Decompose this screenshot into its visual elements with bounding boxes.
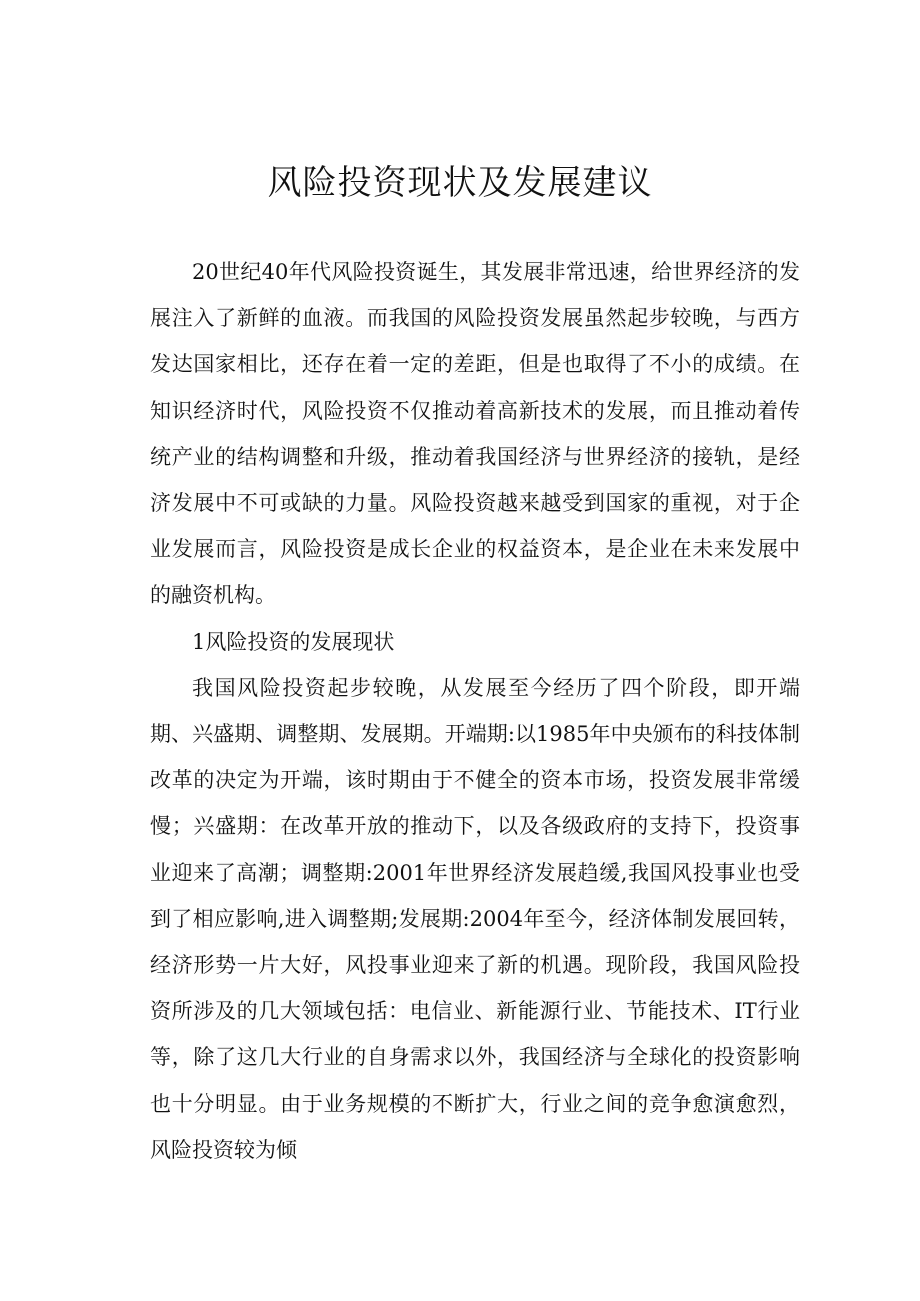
document-body [150, 249, 800, 1173]
intro-paragraph: 20世纪40年代风险投资诞生，其发展非常迅速，给世界经济的发展注入了新鲜的血液。而我国的风险投资发展虽然起步较晚，与西方发达国家相比，还存在着一定的差距，但是也取得了不小的成绩。在知识经济时代，风险投资不仅推动着高新技术的发展，而且推动着传统产业的结构调整和升级，推动着我国经济与世界经济的接轨，是经济发展中不可或缺的力量。风险投资越来越受到国家的重视，对于企业发展而言，风险投资是成长企业的权益资本，是企业在未来发展中的融资机构。 [150, 260, 800, 608]
section-paragraph: 我国风险投资起步较晚，从发展至今经历了四个阶段，即开端期、兴盛期、调整期、发展期。开端期:以1985年中央颁布的科技体制改革的决定为开端，该时期由于不健全的资本市场，投资发展非常缓慢；兴盛期：在改革开放的推动下，以及各级政府的支持下，投资事业迎来了高潮；调整期:2001年世界经济发展趋缓,我国风投事业也受到了相应影响,进入调整期;发展期:2004年至今，经济体制发展回转，经济形势一片大好，风投事业迎来了新的机遇。现阶段，我国风险投资所涉及的几大领域包括：电信业、新能源行业、节能技术、IT行业等，除了这几大行业的自身需求以外，我国经济与全球化的投资影响也十分明显。由于业务规模的不断扩大，行业之间的竞争愈演愈烈，风险投资较为倾 [150, 675, 800, 1162]
section-heading: 1风险投资的发展现状 [192, 629, 395, 654]
page-title: 风险投资现状及发展建议 [267, 163, 653, 203]
